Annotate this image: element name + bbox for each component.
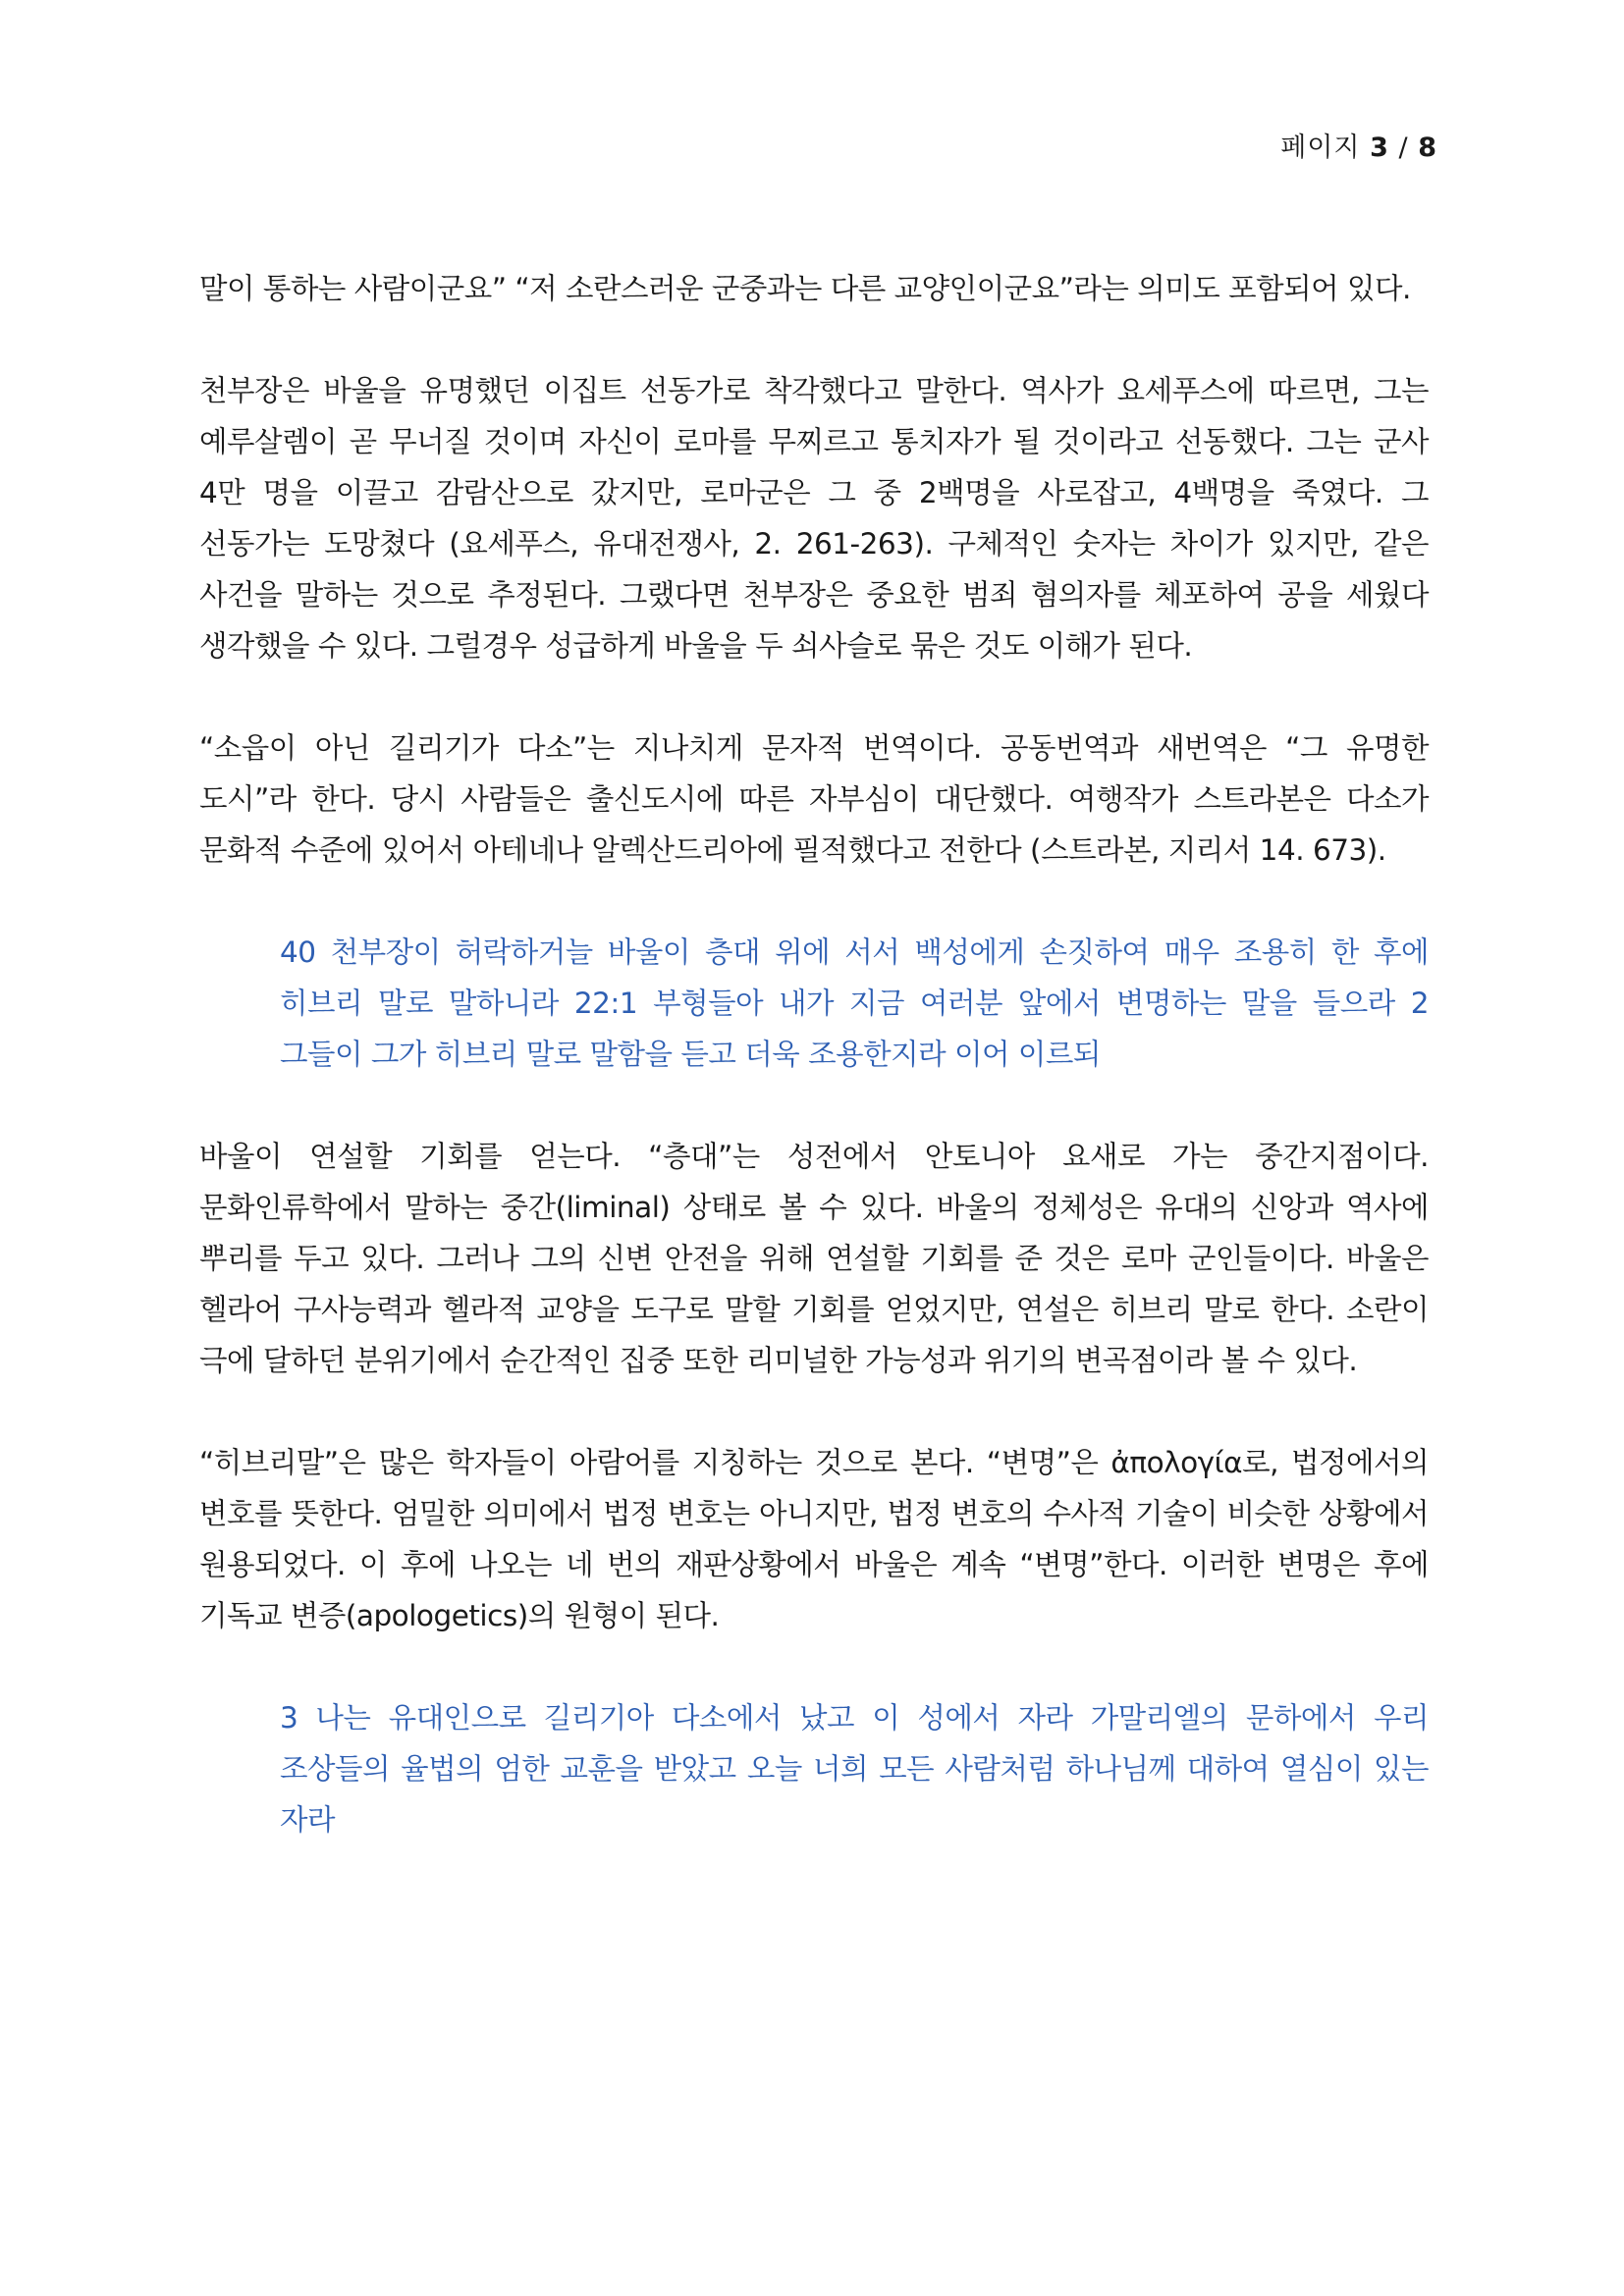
paragraph-3: “소읍이 아닌 길리기가 다소”는 지나치게 문자적 번역이다. 공동번역과 새번역은 “그 유명한 도시”라 한다. 당시 사람들은 출신도시에 따른 자부심이 대단했다. 여행작가 스트라본은 다소가 문화적 수준에 있어서 아테네나 알렉산드리아에 필적했다고 전한다 (스트라본, 지리서 14. 673).: [199, 731, 1429, 867]
paragraph-5: “히브리말”은 많은 학자들이 아람어를 지칭하는 것으로 본다. “변명”은 ἀπολογία로, 법정에서의 변호를 뜻한다. 엄밀한 의미에서 법정 변호는 아니지만, 법정 변호의 수사적 기술이 비슷한 상황에서 원용되었다. 이 후에 나오는 네 번의 재판상황에서 바울은 계속 “변명”한다. 이러한 변명은 후에 기독교 변증(apologetics)의 원형이 된다.: [199, 1446, 1429, 1632]
page-number: [1280, 126, 1437, 164]
paragraph-4: 바울이 연설할 기회를 얻는다. “층대”는 성전에서 안토니아 요새로 가는 중간지점이다. 문화인류학에서 말하는 중간(liminal) 상태로 볼 수 있다. 바울의 정체성은 유대의 신앙과 역사에 뿌리를 두고 있다. 그러나 그의 신변 안전을 위해 연설할 기회를 준 것은 로마 군인들이다. 바울은 헬라어 구사능력과 헬라적 교양을 도구로 말할 기회를 얻었지만, 연설은 히브리 말로 한다. 소란이 극에 달하던 분위기에서 순간적인 집중 또한 리미널한 가능성과 위기의 변곡점이라 볼 수 있다.: [199, 1140, 1429, 1377]
scripture-quote-2: 3 나는 유대인으로 길리기아 다소에서 났고 이 성에서 자라 가말리엘의 문하에서 우리 조상들의 율법의 엄한 교훈을 받았고 오늘 너희 모든 사람처럼 하나님께 대하여 열심이 있는 자라: [280, 1701, 1429, 1837]
page-total: 8: [1418, 133, 1437, 163]
page-separator: /: [1398, 133, 1409, 163]
page-current: 3: [1370, 133, 1389, 163]
page-label: 페이지: [1280, 133, 1361, 163]
scripture-quote-1: 40 천부장이 허락하거늘 바울이 층대 위에 서서 백성에게 손짓하여 매우 조용히 한 후에 히브리 말로 말하니라 22:1 부형들아 내가 지금 여러분 앞에서 변명하는 말을 들으라 2 그들이 그가 히브리 말로 말함을 듣고 더욱 조용한지라 이어 이르되: [280, 935, 1429, 1071]
document-body: [199, 263, 1429, 1896]
paragraph-1: 말이 통하는 사람이군요” “저 소란스러운 군중과는 다른 교양인이군요”라는 의미도 포함되어 있다.: [199, 272, 1411, 305]
paragraph-2: 천부장은 바울을 유명했던 이집트 선동가로 착각했다고 말한다. 역사가 요세푸스에 따르면, 그는 예루살렘이 곧 무너질 것이며 자신이 로마를 무찌르고 통치자가 될 것이라고 선동했다. 그는 군사 4만 명을 이끌고 감람산으로 갔지만, 로마군은 그 중 2백명을 사로잡고, 4백명을 죽였다. 그 선동가는 도망쳤다 (요세푸스, 유대전쟁사, 2. 261-263). 구체적인 숫자는 차이가 있지만, 같은 사건을 말하는 것으로 추정된다. 그랬다면 천부장은 중요한 범죄 혐의자를 체포하여 공을 세웠다 생각했을 수 있다. 그럴경우 성급하게 바울을 두 쇠사슬로 묶은 것도 이해가 된다.: [199, 374, 1429, 663]
